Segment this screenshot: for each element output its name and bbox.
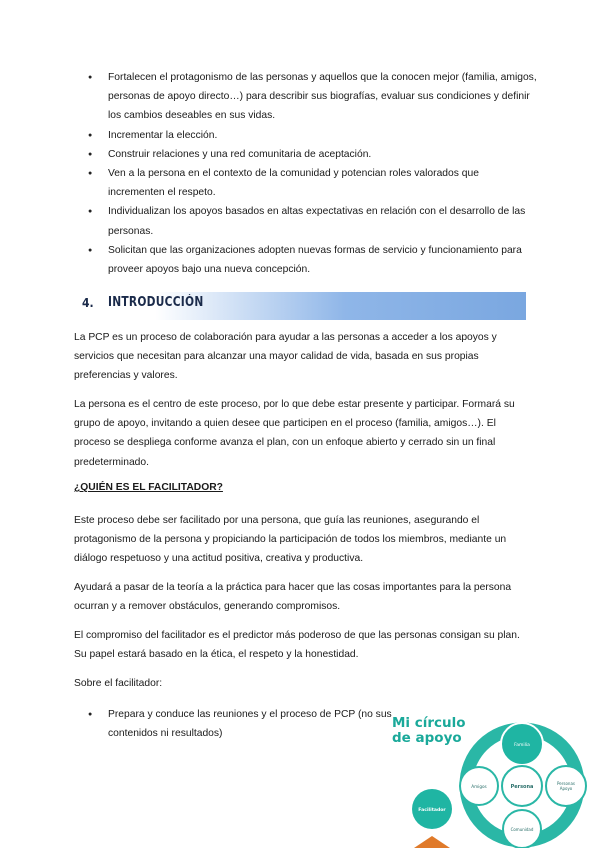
paragraph-intro: La PCP es un proceso de colaboración para ayudar a las personas a acceder a los apoyos y servicios que necesitan para alcanzar una mayor calidad de vida, basada en sus propias preferencias y valores. — [74, 332, 497, 382]
list-item: ● Ven a la persona en el contexto de la comunidad y potencian roles valorados que incrementen el respeto. — [88, 164, 538, 202]
list-item: ● Solicitan que las organizaciones adopten nuevas formas de servicio y funcionamiento para proveer apoyos bajo una nueva concepción. — [88, 241, 538, 279]
paragraph-about-facilitator: Sobre el facilitador: — [74, 678, 163, 689]
paragraph-theory-practice: Ayudará a pasar de la teoría a la práctica para hacer que las cosas importantes para la persona ocurran y a remover obstáculos, generando compromisos. — [74, 582, 512, 613]
label-person: Persona — [510, 784, 534, 790]
list-item: ● Prepara y conduce las reuniones y el proceso de PCP (no sus contenidos ni resultados) — [88, 705, 408, 743]
support-circle-diagram — [380, 700, 600, 848]
section-number: 4. — [82, 296, 94, 310]
paragraph-commitment: El compromiso del facilitador es el predictor más poderoso de que las personas consigan su plan. Su papel estará basado en la ética, el respeto y la honestidad. — [74, 630, 520, 661]
bullet-list-characteristics — [88, 68, 538, 279]
diagram-title — [392, 716, 466, 746]
label-support-people-1: Personas — [557, 781, 575, 786]
section-title: INTRODUCCIÓN — [108, 295, 204, 310]
label-family: Familia — [514, 743, 530, 748]
list-item: ● Individualizan los apoyos basados en altas expectativas en relación con el desarrollo de las personas. — [88, 202, 538, 240]
label-community: Comunidad — [510, 827, 534, 832]
facilitator-arrow-shape — [414, 836, 450, 848]
paragraph-person-center: La persona es el centro de este proceso, por lo que debe estar presente y participar. Formará su grupo de apoyo, invitando a quien desee que participen en el proceso (familia, amigos…). El proceso se despliega conforme avanza el plan, con un enfoque abierto y cerrado sin un final predeterminado. — [74, 399, 515, 468]
subheading-facilitator: ¿QUIÉN ES EL FACILITADOR? — [74, 482, 223, 493]
diagram-title-line-2: de apoyo — [392, 730, 462, 746]
list-item: ● Fortalecen el protagonismo de las personas y aquellos que la conocen mejor (familia, amigos, personas de apoyo directo…) para describir sus biografías, evaluar sus condiciones y definir los cambios deseables en sus vidas. — [88, 68, 538, 126]
label-facilitator: Facilitador — [418, 808, 446, 813]
list-item: ● Incrementar la elección. — [88, 126, 538, 145]
label-friends: Amigos — [471, 784, 487, 789]
paragraph-facilitation: Este proceso debe ser facilitado por una persona, que guía las reuniones, asegurando el protagonismo de la persona y propiciando la participación de todos los miembros, mediante un diálogo respetuoso y una actitud positiva, creativa y productiva. — [74, 515, 507, 565]
bullet-list-facilitator — [88, 705, 408, 743]
label-support-people-2: Apoyo — [559, 786, 573, 791]
diagram-title-line-1: Mi círculo — [392, 715, 466, 731]
section-heading-bar — [74, 292, 526, 320]
list-item: ● Construir relaciones y una red comunitaria de aceptación. — [88, 145, 538, 164]
